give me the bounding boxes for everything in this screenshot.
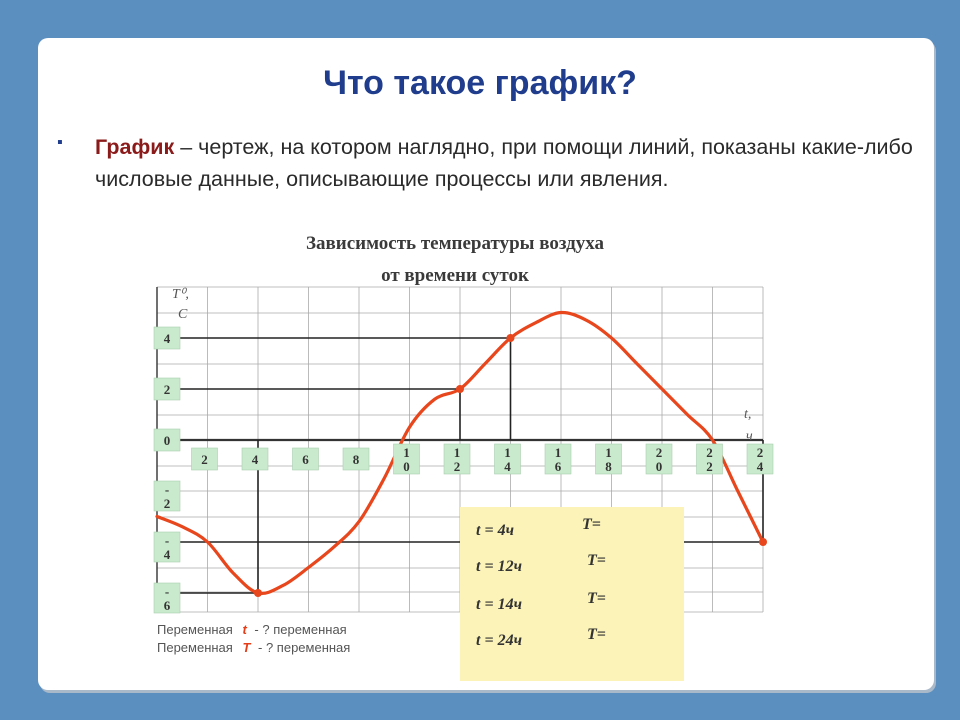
- chart-title-line1: Зависимость температуры воздуха: [305, 233, 605, 254]
- question-temperature: T=: [587, 552, 606, 569]
- definition-term: График: [95, 135, 175, 159]
- question-temperature: T=: [582, 516, 601, 533]
- x-tick-label: 2: [453, 459, 461, 474]
- y-axis-label-line1: T⁰,: [172, 287, 189, 302]
- y-tick-label: 2: [163, 382, 171, 397]
- x-tick-label: 1: [403, 445, 410, 460]
- legend-line: Переменная t - ? переменная: [157, 622, 347, 637]
- question-temperature: T=: [587, 590, 606, 607]
- x-tick-label: 0: [403, 459, 410, 474]
- x-tick-label: 1: [504, 445, 511, 460]
- x-tick-label: 2: [706, 459, 713, 474]
- chart-legend: [157, 622, 350, 655]
- x-tick-label: 4: [251, 452, 259, 467]
- y-tick-label: -: [164, 533, 170, 548]
- x-tick-label: 1: [554, 445, 562, 460]
- question-time: t = 4ч: [476, 522, 514, 539]
- y-tick-label: 4: [163, 331, 171, 346]
- x-tick-label: 4: [756, 459, 764, 474]
- y-tick-label: 2: [163, 496, 171, 511]
- x-tick-label: 1: [605, 445, 612, 460]
- question-time: t = 24ч: [476, 632, 522, 649]
- curve-point: [507, 334, 515, 342]
- y-tick-label: 6: [163, 598, 171, 613]
- x-tick-label: 4: [504, 459, 511, 474]
- y-tick-label: 4: [163, 547, 171, 562]
- x-tick-label: 2: [201, 452, 208, 467]
- x-tick-label: 0: [655, 459, 663, 474]
- chart-title-line2: от времени суток: [381, 265, 529, 286]
- y-axis-label-line2: C: [178, 307, 188, 322]
- question-box: [460, 507, 684, 681]
- x-tick-label: 2: [655, 445, 663, 460]
- y-tick-label: 0: [163, 433, 171, 448]
- legend-line: Переменная T - ? переменная: [157, 640, 351, 655]
- x-axis-label-line1: t,: [744, 407, 752, 422]
- bullet-marker: ▪: [57, 134, 63, 151]
- curve-point: [456, 385, 464, 393]
- y-tick-label: -: [164, 482, 170, 497]
- curve-point: [254, 589, 262, 597]
- question-temperature: T=: [587, 626, 606, 643]
- x-axis-label-line2: ч: [746, 429, 753, 444]
- definition-text: – чертеж, на котором наглядно, при помощи линий, показаны какие-либо числовые данные, описывающие процессы или явления.: [95, 135, 913, 191]
- question-time: t = 12ч: [476, 558, 522, 575]
- x-tick-label: 6: [554, 459, 562, 474]
- slide-title: Что такое график?: [323, 64, 637, 102]
- question-time: t = 14ч: [476, 596, 522, 613]
- x-tick-label: 2: [756, 445, 764, 460]
- x-tick-label: 8: [352, 452, 360, 467]
- x-tick-label: 8: [605, 459, 612, 474]
- y-tick-label: -: [164, 584, 170, 599]
- x-tick-label: 6: [302, 452, 309, 467]
- x-tick-label: 1: [453, 445, 461, 460]
- x-tick-label: 2: [706, 445, 713, 460]
- curve-point: [759, 538, 767, 546]
